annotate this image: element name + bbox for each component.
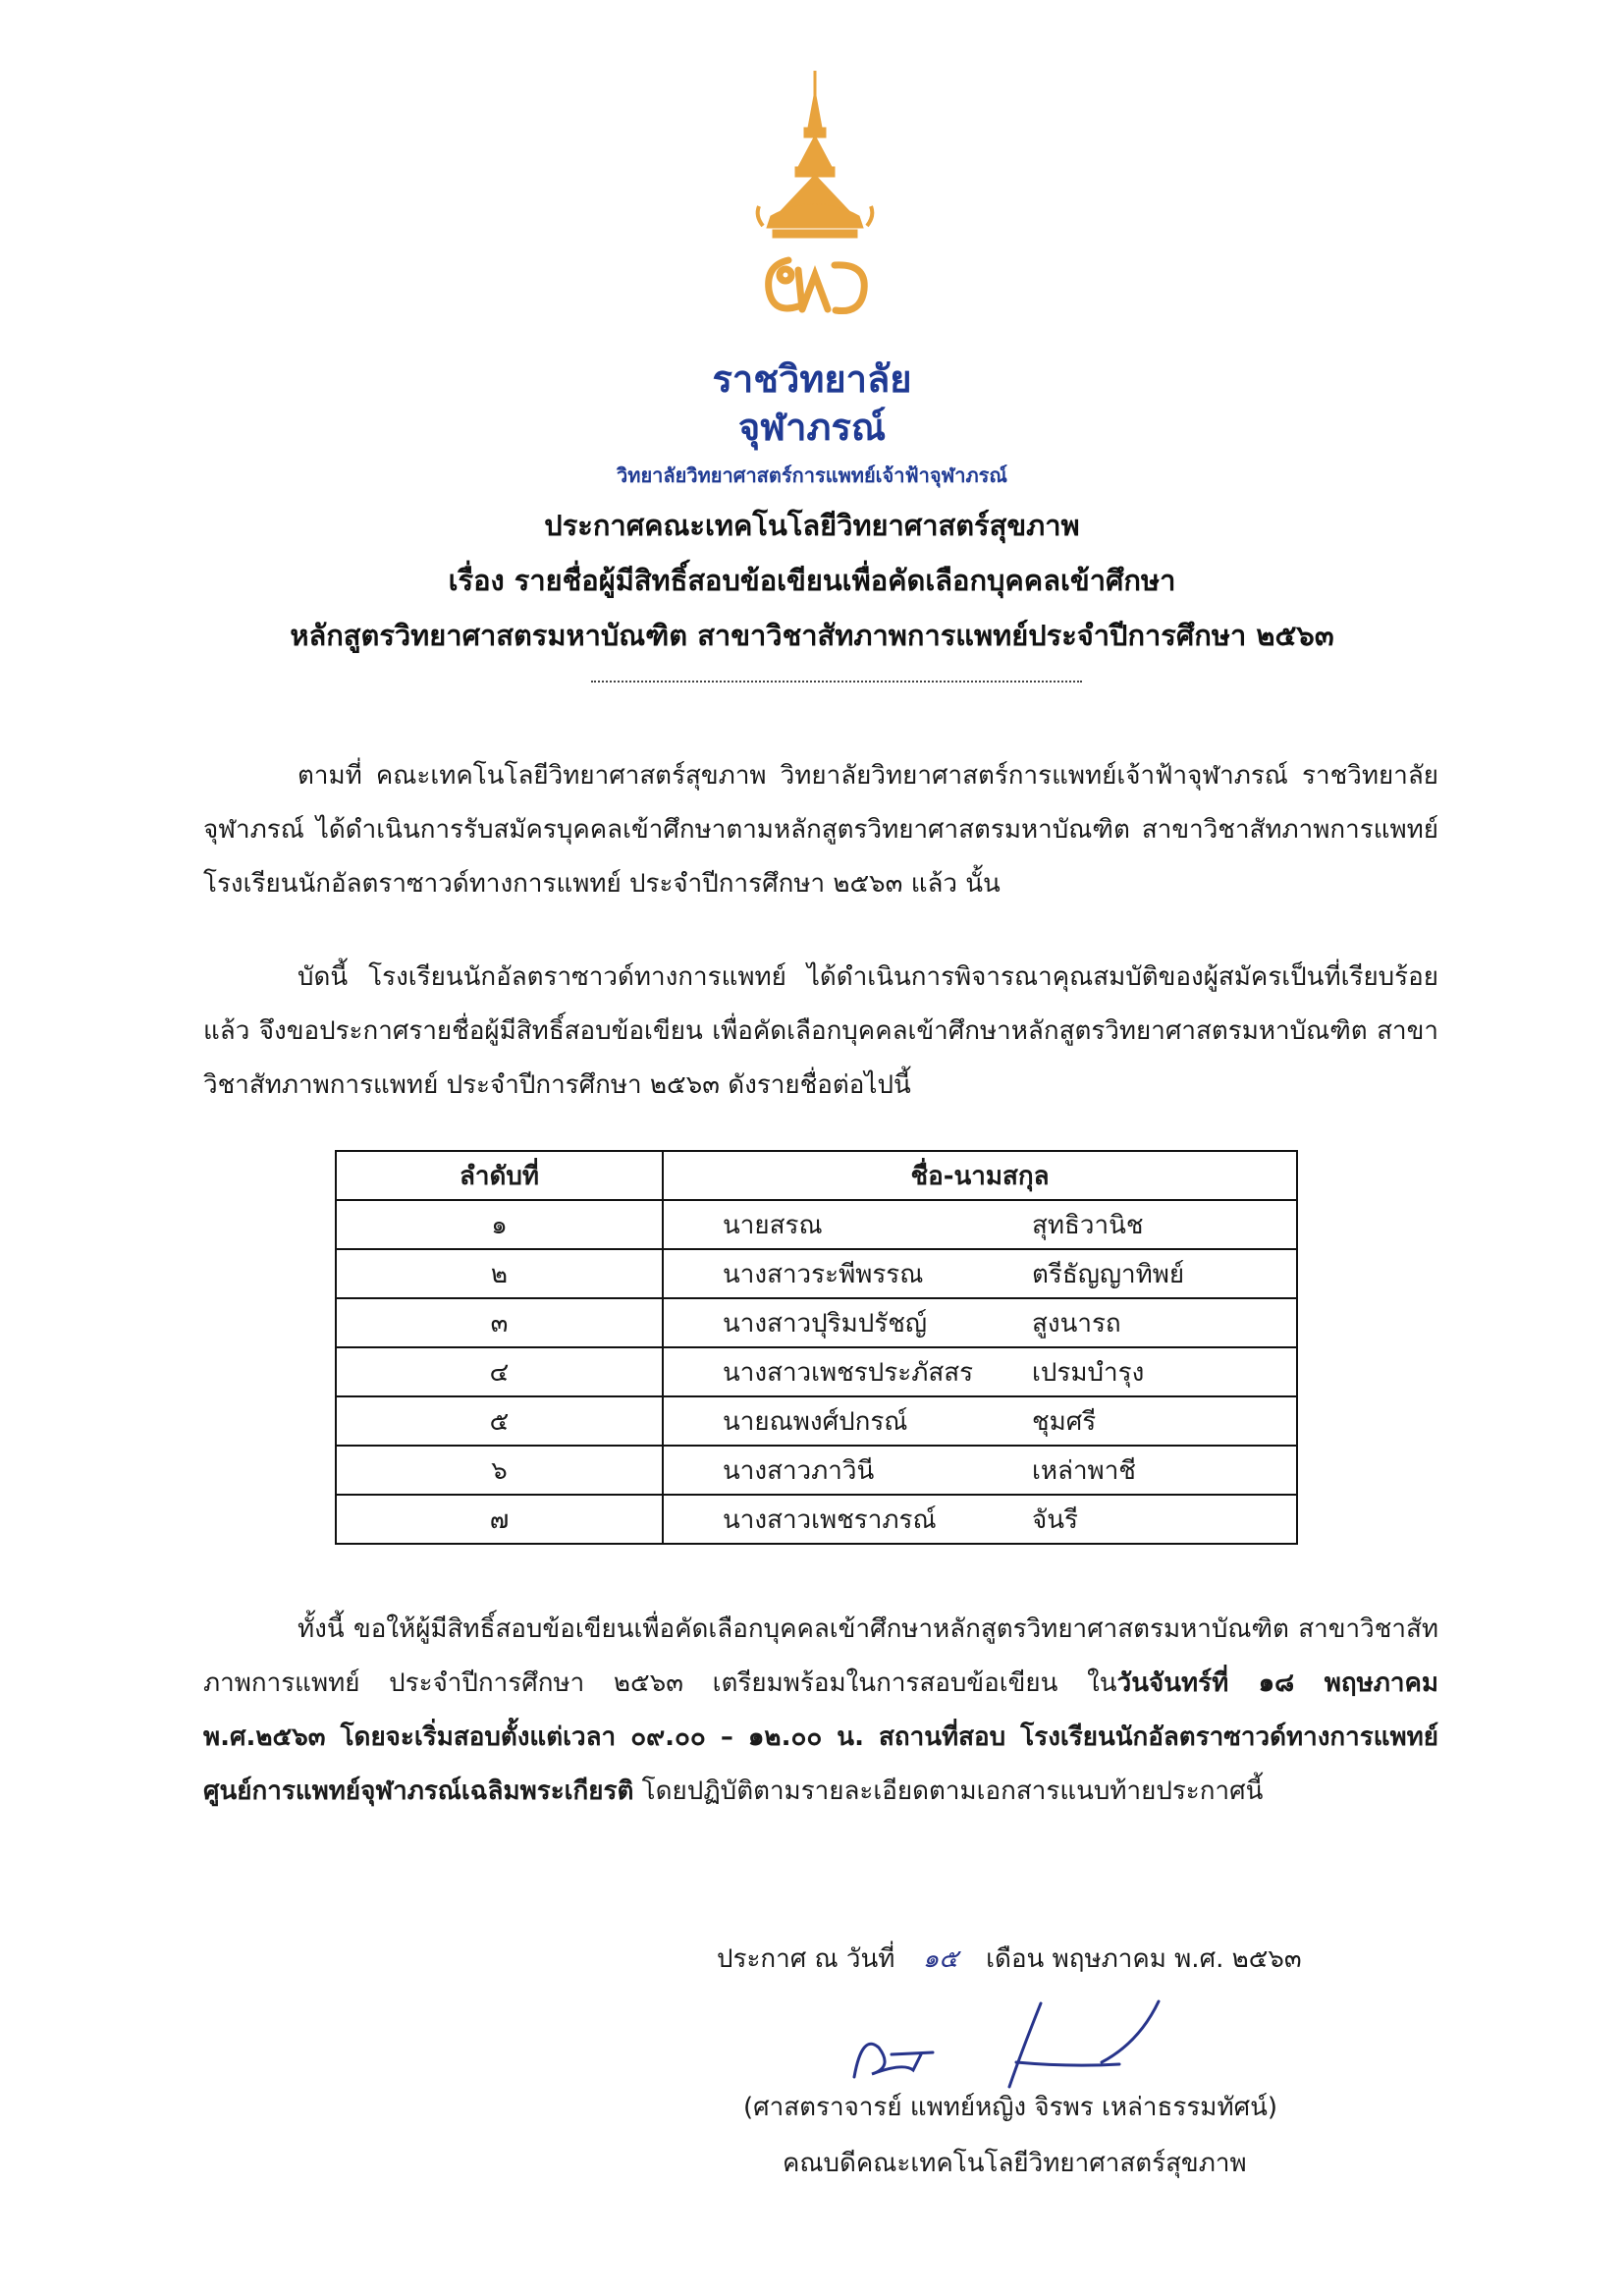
paragraph-exam-details [203, 1603, 1438, 1819]
last-name: ชุมศรี [1032, 1406, 1097, 1437]
last-name: เหล่าพาชี [1032, 1455, 1136, 1486]
announcement-title-line1: ประกาศคณะเทคโนโลยีวิทยาศาสตร์สุขภาพ [544, 509, 1080, 542]
table-row [336, 1298, 1297, 1347]
exam-details-closing: โดยปฏิบัติตามรายละเอียดตามเอกสารแนบท้ายประกาศนี้ [633, 1777, 1264, 1806]
table-row [336, 1249, 1297, 1298]
dotted-divider [591, 681, 1082, 683]
exam-details-text: ทั้งนี้ ขอให้ผู้มีสิทธิ์สอบข้อเขียนเพื่อคัดเลือกบุคคลเข้าศึกษาหลักสูตรวิทยาศาสตรมหาบัณฑิต สาขาวิชาสัทภาพการแพทย์ ประจำปีการศึกษา ๒๕๖๓ เตรียมพร้อมในการสอบข้อเขียน ใน [203, 1614, 1438, 1698]
eligible-candidates-table [335, 1150, 1298, 1545]
signer-name: (ศาสตราจารย์ แพทย์หญิง จิรพร เหล่าธรรมทัศน์) [743, 2093, 1278, 2122]
table-row [336, 1396, 1297, 1446]
paragraph-announcement-text: บัดนี้ โรงเรียนนักอัลตราซาวด์ทางการแพทย์ ได้ดำเนินการพิจารณาคุณสมบัติของผู้สมัครเป็นที่เรียบร้อยแล้ว จึงขอประกาศรายชื่อผู้มีสิทธิ์สอบข้อเขียน เพื่อคัดเลือกบุคคลเข้าศึกษาหลักสูตรวิทยาศาสตรมหาบัณฑิต สาขาวิชาสัทภาพการแพทย์ ประจำปีการศึกษา ๒๕๖๓ ดังรายชื่อต่อไปนี้ [203, 962, 1438, 1100]
name-cell [663, 1347, 1297, 1396]
last-name: ตรีธัญญาทิพย์ [1032, 1259, 1185, 1289]
first-name: นางสาวเพชราภรณ์ [723, 1504, 937, 1535]
order-cell: ๕ [336, 1396, 663, 1446]
last-name: สูงนารถ [1032, 1308, 1121, 1339]
paragraph-announcement [203, 951, 1438, 1113]
first-name: นางสาวระพีพรรณ [723, 1259, 924, 1289]
month-prefix: เดือน [986, 1944, 1045, 1974]
last-name: จันรี [1032, 1504, 1078, 1535]
announcement-title-line3: หลักสูตรวิทยาศาสตรมหาบัณฑิต สาขาวิชาสัทภาพการแพทย์ประจำปีการศึกษา ๒๕๖๓ [290, 619, 1334, 652]
table-header-row [336, 1151, 1297, 1200]
year-prefix: พ.ศ. [1174, 1944, 1224, 1974]
order-cell: ๗ [336, 1495, 663, 1544]
announced-month: พฤษภาคม [1052, 1944, 1166, 1974]
order-cell: ๖ [336, 1446, 663, 1495]
name-cell [663, 1396, 1297, 1446]
first-name: นายสรณ [723, 1210, 823, 1240]
signer-role: คณบดีคณะเทคโนโลยีวิทยาศาสตร์สุขภาพ [783, 2149, 1247, 2178]
last-name: เปรมบำรุง [1032, 1357, 1145, 1388]
table-row [336, 1495, 1297, 1544]
first-name: นายณพงศ์ปกรณ์ [723, 1406, 908, 1437]
order-cell: ๓ [336, 1298, 663, 1347]
name-cell [663, 1495, 1297, 1544]
order-cell: ๔ [336, 1347, 663, 1396]
first-name: นางสาวภาวินี [723, 1455, 875, 1486]
announced-prefix: ประกาศ ณ วันที่ [717, 1944, 895, 1974]
first-name: นางสาวเพชรประภัสสร [723, 1357, 974, 1388]
exam-date-location: วันจันทร์ที่ ๑๘ พฤษภาคม พ.ศ.๒๕๖๓ โดยจะเริ่มสอบตั้งแต่เวลา ๐๙.๐๐ – ๑๒.๐๐ น. สถานที่สอบ โรงเรียนนักอัลตราซาวด์ทางการแพทย์ ศูนย์การแพทย์จุฬาภรณ์เฉลิมพระเกียรติ [203, 1668, 1438, 1806]
table-row [336, 1200, 1297, 1249]
university-name-line2: จุฬาภรณ์ [737, 406, 887, 449]
name-cell [663, 1298, 1297, 1347]
table-row [336, 1446, 1297, 1495]
table-row [336, 1347, 1297, 1396]
paragraph-intro [203, 749, 1438, 911]
column-header-name: ชื่อ-นามสกุล [663, 1151, 1297, 1200]
announced-year: ๒๕๖๓ [1231, 1944, 1302, 1974]
order-cell: ๑ [336, 1200, 663, 1249]
university-name-line1: ราชวิทยาลัย [712, 357, 912, 401]
last-name: สุทธิวานิช [1032, 1210, 1144, 1240]
paragraph-intro-text: ตามที่ คณะเทคโนโลยีวิทยาศาสตร์สุขภาพ วิทยาลัยวิทยาศาสตร์การแพทย์เจ้าฟ้าจุฬาภรณ์ ราชวิทยาลัยจุฬาภรณ์ ได้ดำเนินการรับสมัครบุคคลเข้าศึกษาตามหลักสูตรวิทยาศาสตรมหาบัณฑิต สาขาวิชาสัทภาพการแพทย์ โรงเรียนนักอัลตราซาวด์ทางการแพทย์ ประจำปีการศึกษา ๒๕๖๓ แล้ว นั้น [203, 761, 1438, 899]
order-cell: ๒ [336, 1249, 663, 1298]
chulabhorn-royal-academy-emblem-icon [741, 69, 889, 324]
column-header-order: ลำดับที่ [336, 1151, 663, 1200]
announcement-date-line [717, 1939, 1302, 1979]
name-cell [663, 1446, 1297, 1495]
name-cell [663, 1200, 1297, 1249]
announced-day: ๑๕ [922, 1944, 958, 1974]
name-cell [663, 1249, 1297, 1298]
first-name: นางสาวปุริมปรัชญ์ [723, 1308, 928, 1339]
handwritten-signature-icon [844, 1994, 1257, 2092]
announcement-title-line2: เรื่อง รายชื่อผู้มีสิทธิ์สอบข้อเขียนเพื่อคัดเลือกบุคคลเข้าศึกษา [448, 564, 1176, 597]
college-name: วิทยาลัยวิทยาศาสตร์การแพทย์เจ้าฟ้าจุฬาภรณ์ [617, 464, 1007, 487]
